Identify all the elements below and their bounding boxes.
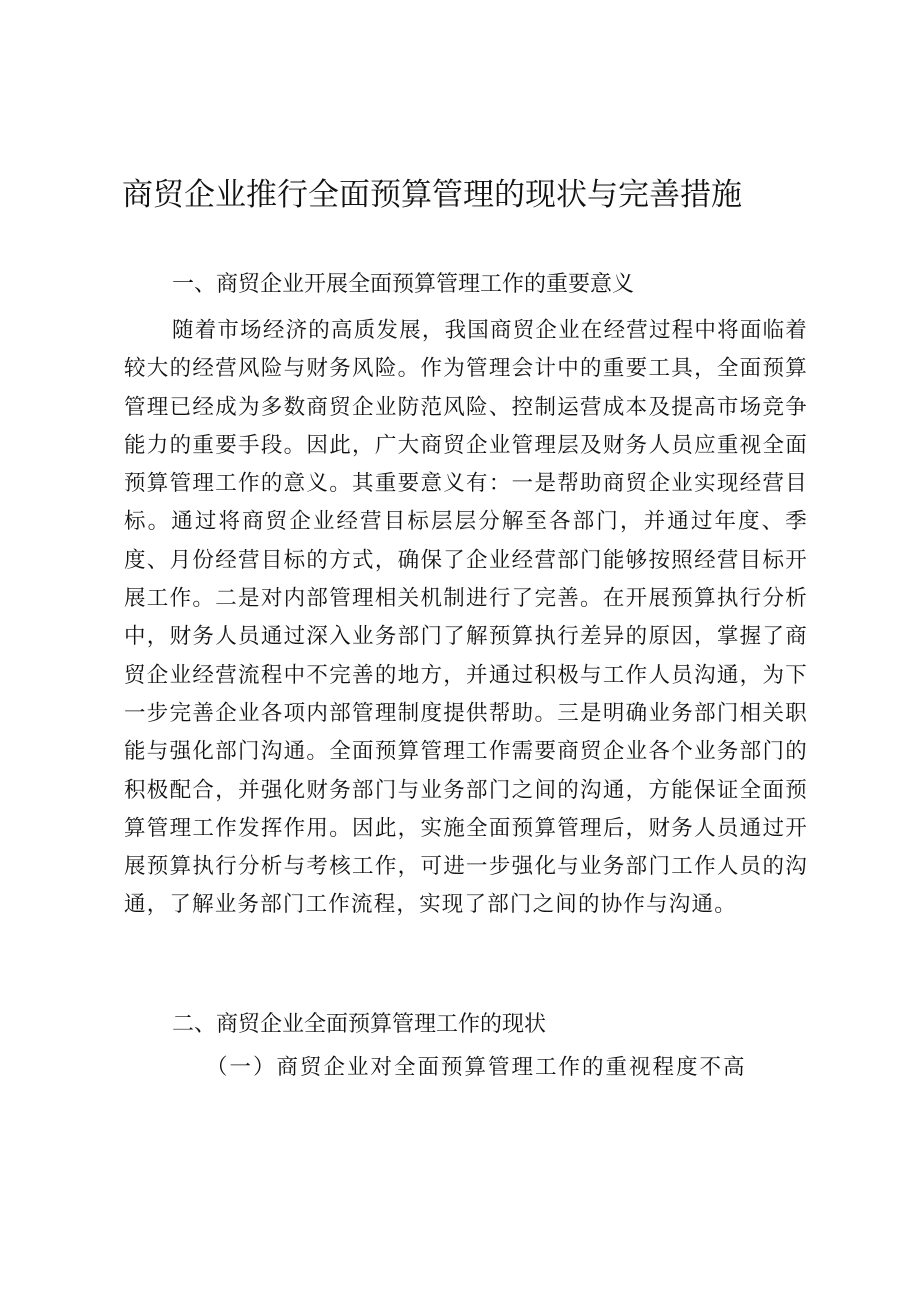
document-title: 商贸企业推行全面预算管理的现状与完善措施	[122, 177, 742, 213]
section-heading-1: 一、商贸企业开展全面预算管理工作的重要意义	[172, 272, 635, 297]
section-1-paragraph: 随着市场经济的高质发展，我国商贸企业在经营过程中将面临着较大的经营风险与财务风险。作为管理会计中的重要工具，全面预算管理已经成为多数商贸企业防范风险、控制运营成本及提高市场竞争能力的重要手段。因此，广大商贸企业管理层及财务人员应重视全面预算管理工作的意义。其重要意义有：一是帮助商贸企业实现经营目标。通过将商贸企业经营目标层层分解至各部门，并通过年度、季度、月份经营目标的方式，确保了企业经营部门能够按照经营目标开展工作。二是对内部管理相关机制进行了完善。在开展预算执行分析中，财务人员通过深入业务部门了解预算执行差异的原因，掌握了商贸企业经营流程中不完善的地方，并通过积极与工作人员沟通，为下一步完善企业各项内部管理制度提供帮助。三是明确业务部门相关职能与强化部门沟通。全面预算管理工作需要商贸企业各个业务部门的积极配合，并强化财务部门与业务部门之间的沟通，方能保证全面预算管理工作发挥作用。因此，实施全面预算管理后，财务人员通过开展预算执行分析与考核工作，可进一步强化与业务部门工作人员的沟通，了解业务部门工作流程，实现了部门之间的协作与沟通。	[124, 318, 808, 918]
section-heading-2: 二、商贸企业全面预算管理工作的现状	[172, 1012, 547, 1037]
subsection-heading-1: （一）商贸企业对全面预算管理工作的重视程度不高	[206, 1055, 747, 1080]
